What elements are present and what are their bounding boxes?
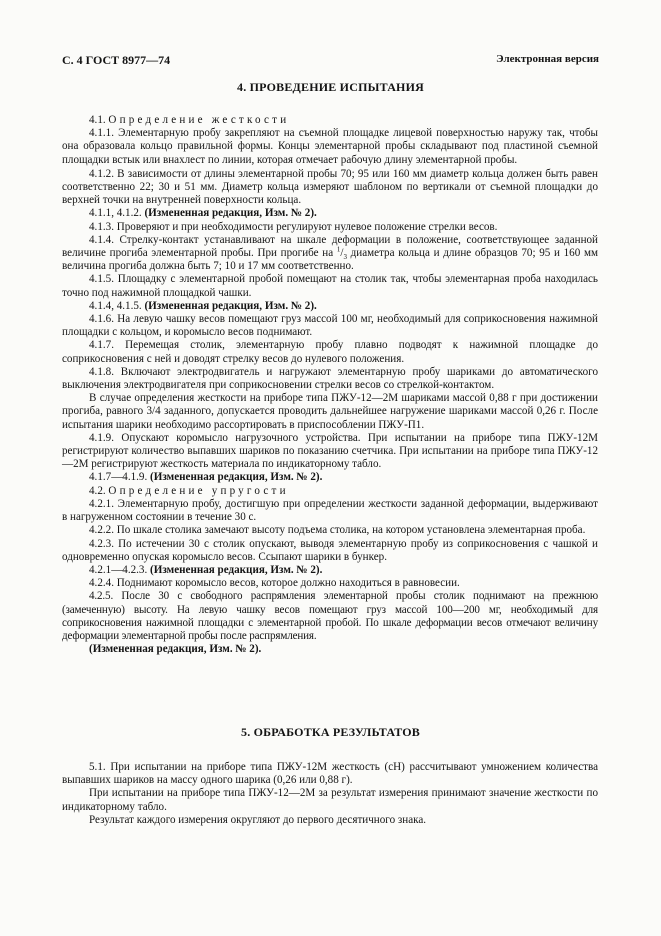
paragraph-5-1-indicator: При испытании на приборе типа ПЖУ-12—2М за результат измерения принимают значение жесткости по индикаторному табло. <box>62 787 598 813</box>
subheading-elasticity: Определение упругости <box>108 484 289 497</box>
page-header-standard: С. 4 ГОСТ 8977—74 <box>62 53 171 67</box>
paragraph-4-1-6: 4.1.6. На левую чашку весов помещают груз массой 100 мг, необходимый для соприкосновения нажимной площадки с кольцом, и коромысло весов поднимают. <box>62 313 598 339</box>
paragraph-4-2-4: 4.2.4. Поднимают коромысло весов, которое должно находиться в равновесии. <box>89 577 460 590</box>
section-4-body <box>62 114 598 656</box>
revision-note: (Измененная редакция, Изм. № 2). <box>89 643 262 656</box>
paragraph-4-1-4: 4.1.4. Стрелку-контакт устанавливают на шкале деформации в положение, соответствующее заданной величине прогиба элементарной пробы. При прогибе на $^1/_3$ диаметра кольца и длине образцов 70; 95 и 160 мм величина прогиба должна быть 7; 10 и 17 мм соответственно. <box>62 233 598 273</box>
section-5-body <box>62 761 598 827</box>
page-header-version: Электронная версия <box>496 53 599 65</box>
revision-note: 4.1.4, 4.1.5. (Измененная редакция, Изм. № 2). <box>89 299 317 312</box>
paragraph-4-2-5: 4.2.5. После 30 с свободного распрямления элементарной пробы столик поднимают на прежнюю (замеченную) высоту. На левую чашку весов помещают груз массой 100—200 мг, необходимый для соприкосновения нажимной площадки с элементарной пробой. По шкале деформации весов отмечают величину деформации элементарной пробы после распрямления. <box>62 590 598 642</box>
paragraph-4-2-3: 4.2.3. По истечении 30 с столик опускают, выводя элементарную пробу из соприкосновения с чашкой и одновременно опуская коромысло весов. Ссыпают шарики в бункер. <box>62 537 598 563</box>
paragraph-5-1: 5.1. При испытании на приборе типа ПЖУ-12М жесткость (сН) рассчитывают умножением количества выпавших шариков на массу одного шарика (0,26 или 0,88 г). <box>62 761 598 787</box>
revision-note: 4.2.1—4.2.3. (Измененная редакция, Изм. № 2). <box>89 563 323 576</box>
section-4-title: 4. ПРОВЕДЕНИЕ ИСПЫТАНИЯ <box>237 80 424 94</box>
paragraph-4-2: 4.2. Определение упругости <box>89 484 289 497</box>
paragraph-4-1-1: 4.1.1. Элементарную пробу закрепляют на съемной площадке лицевой поверхностью наружу так, чтобы она образовала кольцо правильной формы. Концы элементарной пробы складывают под пластиной съемной площадки встык или внахлест по линии, которая отмечает рабочую длину элементарной пробы. <box>62 127 598 166</box>
revision-note: 4.1.1, 4.1.2. (Измененная редакция, Изм. № 2). <box>89 207 317 220</box>
revision-note: 4.1.7—4.1.9. (Измененная редакция, Изм. № 2). <box>89 471 323 484</box>
paragraph-4-2-1: 4.2.1. Элементарную пробу, достигшую при определении жесткости заданной деформации, выдерживают в нагруженном состоянии в течение 30 с. <box>62 497 598 524</box>
paragraph-4-1-8-continued: В случае определения жесткости на приборе типа ПЖУ-12—2М шариками массой 0,88 г при достижении прогиба, равного 3/4 заданного, допускается проводить дальнейшее нагружение шариками массой 0,26 г. После испытания шарики необходимо рассортировать в приспособлении ПЖУ-П1. <box>62 392 598 431</box>
paragraph-4-1-2: 4.1.2. В зависимости от длины элементарной пробы 70; 95 или 160 мм диаметр кольца должен быть равен соответственно 22; 30 и 51 мм. Диаметр кольца измеряют шаблоном по вертикали от съемной площадки до верхней точки на внутренней поверхности кольца. <box>62 167 598 207</box>
paragraph-5-1-rounding: Результат каждого измерения округляют до первого десятичного знака. <box>89 813 427 826</box>
paragraph-4-1: 4.1. Определение жесткости <box>89 114 290 126</box>
paragraph-4-1-7: 4.1.7. Перемещая столик, элементарную пробу плавно подводят к нажимной площадке до соприкосновения с ней и доводят стрелку весов до нулевого положения. <box>62 339 598 365</box>
paragraph-4-1-8: 4.1.8. Включают электродвигатель и нагружают элементарную пробу шариками до автоматического выключения электродвигателя при соприкосновении стрелки весов со стрелкой-контактом. <box>62 365 598 392</box>
paragraph-4-2-2: 4.2.2. По шкале столика замечают высоту подъема столика, на котором установлена элементарная проба. <box>89 524 586 537</box>
section-5-title: 5. ОБРАБОТКА РЕЗУЛЬТАТОВ <box>241 725 420 739</box>
subheading-stiffness: Определение жесткости <box>108 114 290 126</box>
paragraph-4-1-5: 4.1.5. Площадку с элементарной пробой помещают на столик так, чтобы элементарная проба находилась точно под нажимной площадкой чашки. <box>62 273 598 299</box>
paragraph-4-1-3: 4.1.3. Проверяют и при необходимости регулируют нулевое положение стрелки весов. <box>89 220 498 233</box>
paragraph-4-1-9: 4.1.9. Опускают коромысло нагрузочного устройства. При испытании на приборе типа ПЖУ-12М регистрируют количество выпавших шариков по показанию счетчика. При испытании на приборе типа ПЖУ-12—2М регистрируют жесткость материала по индикаторному табло. <box>62 431 598 471</box>
